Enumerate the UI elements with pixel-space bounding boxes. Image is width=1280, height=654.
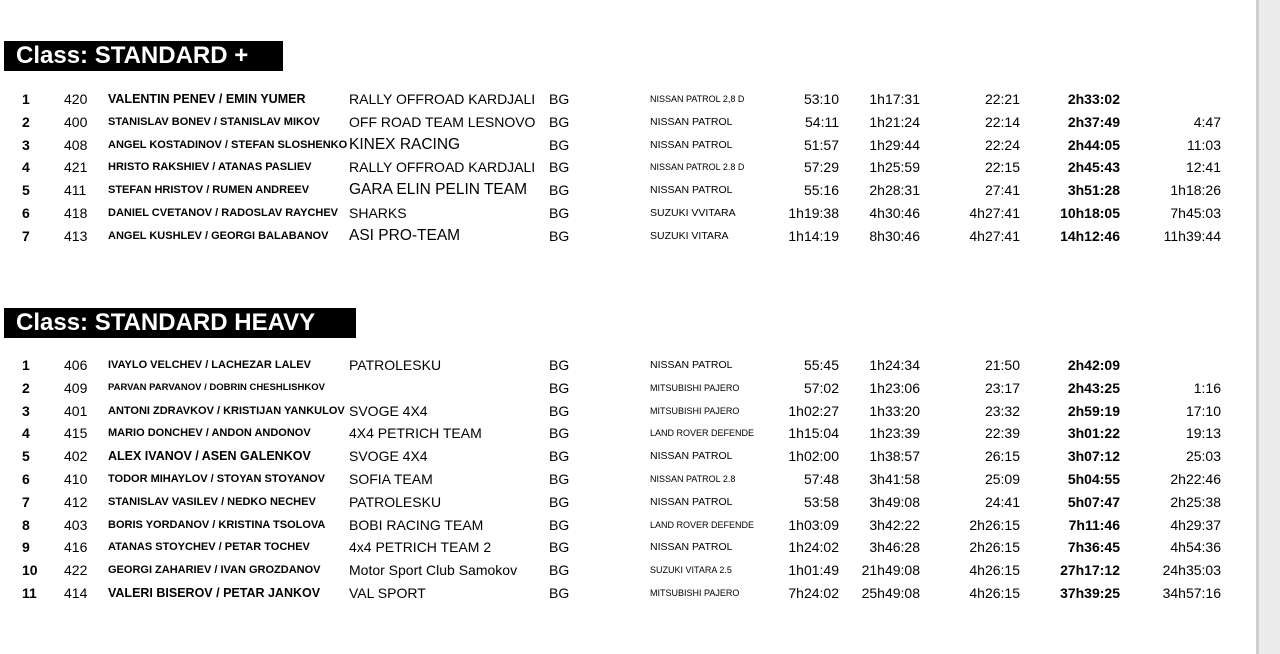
stage-time-3: 2h26:15 [969,539,1020,556]
team-name: SHARKS [349,204,407,221]
team-name: RALLY OFFROAD KARDJALI [349,159,536,176]
team-name: SVOGE 4X4 [349,402,428,419]
car-number: 420 [64,91,88,107]
team-name: SOFIA TEAM [349,470,433,487]
time-gap: 4h29:37 [1170,516,1221,533]
crew-names: ALEX IVANOV / ASEN GALENKOV [108,449,311,464]
team-name: RALLY OFFROAD KARDJALI [349,91,536,107]
position: 6 [22,470,30,487]
table-row [0,559,1260,582]
car-model: MITSUBISHI PAJERO [650,382,740,393]
position: 4 [22,425,30,442]
table-row [0,491,1260,514]
team-name: Motor Sport Club Samokov [349,562,518,579]
position: 6 [22,204,30,221]
time-gap: 19:13 [1185,425,1221,442]
car-number: 403 [64,516,88,533]
total-time: 2h44:05 [1067,136,1120,153]
stage-time-2: 1h21:24 [869,113,920,130]
car-number: 400 [64,113,88,130]
stage-time-1: 1h03:09 [788,516,839,533]
nationality: BG [549,584,570,601]
stage-time-3: 22:39 [984,425,1020,442]
stage-time-3: 22:14 [984,113,1020,130]
stage-time-3: 23:32 [984,402,1020,419]
table-row [0,377,1260,400]
car-number: 410 [64,470,88,487]
stage-time-3: 22:15 [984,159,1020,176]
table-row [0,156,1260,179]
table-row [0,400,1260,423]
car-number: 421 [64,159,88,176]
crew-names: MARIO DONCHEV / ANDON ANDONOV [108,427,311,440]
total-time: 3h07:12 [1067,448,1120,465]
total-time: 2h59:19 [1067,402,1120,419]
nationality: BG [549,182,570,199]
car-model: NISSAN PATROL [650,541,733,554]
team-name: PATROLESKU [349,493,442,510]
total-time: 5h07:47 [1067,493,1120,510]
crew-names: ANTONI ZDRAVKOV / KRISTIJAN YANKULOV [108,404,345,417]
position: 5 [22,182,30,199]
car-number: 402 [64,448,88,465]
time-gap: 2h22:46 [1170,470,1221,487]
crew-names: ANGEL KOSTADINOV / STEFAN SLOSHENKO [108,138,348,151]
car-model: SUZUKI VITARA 2.5 [650,565,732,576]
position: 2 [22,379,30,396]
time-gap: 7h45:03 [1170,204,1221,221]
position: 7 [22,493,30,510]
position: 8 [22,516,30,533]
crew-names: IVAYLO VELCHEV / LACHEZAR LALEV [108,359,311,371]
crew-names: ATANAS STOYCHEV / PETAR TOCHEV [108,541,310,554]
crew-names: STANISLAV BONEV / STANISLAV MIKOV [108,115,320,128]
stage-time-3: 27:41 [984,182,1020,199]
results-table-standard-plus [0,88,1260,248]
position: 1 [22,91,30,107]
position: 3 [22,136,30,153]
table-row [0,582,1260,605]
total-time: 3h51:28 [1067,182,1120,199]
stage-time-3: 25:09 [984,470,1020,487]
total-time: 37h39:25 [1060,584,1120,601]
total-time: 3h01:22 [1067,425,1120,442]
car-model: NISSAN PATROL [650,184,733,197]
team-name: PATROLESKU [349,357,442,373]
position: 1 [22,357,30,373]
stage-time-1: 7h24:02 [788,584,839,601]
time-gap: 2h25:38 [1170,493,1221,510]
nationality: BG [549,136,570,153]
team-name: 4x4 PETRICH TEAM 2 [349,539,492,556]
table-row [0,179,1260,202]
total-time: 2h33:02 [1067,91,1120,107]
time-gap: 1:16 [1193,379,1221,396]
stage-time-3: 22:21 [984,91,1020,107]
stage-time-1: 51:57 [803,136,839,153]
stage-time-2: 3h46:28 [869,539,920,556]
car-number: 418 [64,204,88,221]
time-gap: 4:47 [1193,113,1221,130]
crew-names: HRISTO RAKSHIEV / ATANAS PASLIEV [108,161,312,174]
time-gap: 24h35:03 [1162,562,1221,579]
stage-time-1: 1h14:19 [788,227,839,244]
car-number: 413 [64,227,88,244]
results-table-standard-heavy [0,354,1260,605]
stage-time-3: 21:50 [984,357,1020,373]
nationality: BG [549,448,570,465]
crew-names: STANISLAV VASILEV / NEDKO NECHEV [108,495,316,508]
stage-time-2: 25h49:08 [861,584,920,601]
nationality: BG [549,470,570,487]
stage-time-3: 4h27:41 [969,204,1020,221]
car-model: SUZUKI VITARA [650,229,729,242]
team-name: 4X4 PETRICH TEAM [349,425,482,442]
car-model: LAND ROVER DEFENDE [650,519,755,530]
car-number: 408 [64,136,88,153]
crew-names: GEORGI ZAHARIEV / IVAN GROZDANOV [108,564,321,577]
table-row [0,445,1260,468]
stage-time-1: 1h19:38 [788,204,839,221]
time-gap: 34h57:16 [1162,584,1221,601]
car-model: MITSUBISHI PAJERO [650,405,740,416]
table-row [0,202,1260,225]
stage-time-2: 1h23:39 [869,425,920,442]
stage-time-2: 3h41:58 [869,470,920,487]
stage-time-1: 1h24:02 [788,539,839,556]
team-name: ASI PRO-TEAM [349,226,461,244]
stage-time-3: 4h27:41 [969,227,1020,244]
stage-time-3: 4h26:15 [969,584,1020,601]
car-model: NISSAN PATROL 2.8 [650,473,736,484]
stage-time-2: 3h42:22 [869,516,920,533]
nationality: BG [549,357,570,373]
stage-time-2: 2h28:31 [869,182,920,199]
table-row [0,225,1260,248]
team-name: BOBI RACING TEAM [349,516,484,533]
crew-names: ANGEL KUSHLEV / GEORGI BALABANOV [108,229,329,242]
time-gap: 11:03 [1187,136,1221,153]
table-row [0,111,1260,134]
total-time: 7h11:46 [1068,516,1120,533]
nationality: BG [549,493,570,510]
table-row [0,88,1260,111]
car-model: LAND ROVER DEFENDE [650,428,755,439]
time-gap: 12:41 [1185,159,1221,176]
stage-time-2: 8h30:46 [869,227,920,244]
table-row [0,134,1260,157]
car-model: MITSUBISHI PAJERO [650,587,740,598]
car-number: 412 [64,493,88,510]
total-time: 27h17:12 [1060,562,1120,579]
stage-time-3: 26:15 [984,448,1020,465]
stage-time-2: 1h25:59 [869,159,920,176]
stage-time-1: 1h02:00 [788,448,839,465]
time-gap: 1h18:26 [1170,182,1221,199]
time-gap: 11h39:44 [1163,227,1221,244]
car-number: 406 [64,357,88,373]
stage-time-1: 55:16 [803,182,839,199]
table-row [0,536,1260,559]
total-time: 2h42:09 [1067,357,1120,373]
team-name: VAL SPORT [349,584,426,601]
stage-time-2: 1h33:20 [869,402,920,419]
nationality: BG [549,204,570,221]
stage-time-3: 4h26:15 [969,562,1020,579]
nationality: BG [549,425,570,442]
table-row [0,468,1260,491]
nationality: BG [549,562,570,579]
stage-time-1: 1h02:27 [788,402,839,419]
stage-time-2: 21h49:08 [861,562,920,579]
position: 5 [22,448,30,465]
car-model: NISSAN PATROL [650,495,733,508]
total-time: 14h12:46 [1060,227,1120,244]
crew-names: BORIS YORDANOV / KRISTINA TSOLOVA [108,518,326,531]
stage-time-1: 1h15:04 [788,425,839,442]
position: 4 [22,159,30,176]
table-row [0,422,1260,445]
nationality: BG [549,227,570,244]
crew-names: PARVAN PARVANOV / DOBRIN CHESHLISHKOV [108,381,325,393]
position: 10 [22,562,38,579]
nationality: BG [549,113,570,130]
class-header-standard-heavy: Class: STANDARD HEAVY [4,308,356,338]
stage-time-3: 2h26:15 [969,516,1020,533]
stage-time-2: 1h29:44 [869,136,920,153]
car-model: NISSAN PATROL 2.8 D [650,162,745,173]
team-name: OFF ROAD TEAM LESNOVO [349,113,536,130]
nationality: BG [549,379,570,396]
car-model: NISSAN PATROL [650,138,733,151]
car-number: 415 [64,425,88,442]
position: 2 [22,113,30,130]
stage-time-2: 3h49:08 [869,493,920,510]
crew-names: VALENTIN PENEV / EMIN YUMER [108,92,306,106]
total-time: 10h18:05 [1060,204,1120,221]
car-model: NISSAN PATROL [650,115,733,128]
stage-time-1: 57:29 [803,159,839,176]
total-time: 2h37:49 [1067,113,1120,130]
nationality: BG [549,516,570,533]
stage-time-3: 23:17 [984,379,1020,396]
position: 3 [22,402,30,419]
car-number: 411 [64,182,87,199]
stage-time-3: 24:41 [984,493,1020,510]
car-number: 414 [64,584,88,601]
stage-time-1: 53:10 [803,91,839,107]
total-time: 5h04:55 [1067,470,1120,487]
time-gap: 25:03 [1185,448,1221,465]
stage-time-1: 57:48 [803,470,839,487]
car-number: 422 [64,562,88,579]
time-gap: 4h54:36 [1170,539,1221,556]
position: 7 [22,227,30,244]
nationality: BG [549,402,570,419]
time-gap: 17:10 [1185,402,1221,419]
car-model: SUZUKI VVITARA [650,206,736,219]
position: 11 [22,584,37,601]
class-header-standard-plus: Class: STANDARD + [4,41,283,71]
stage-time-1: 1h01:49 [788,562,839,579]
car-number: 401 [64,402,88,419]
team-name: SVOGE 4X4 [349,448,428,465]
car-model: NISSAN PATROL [650,359,733,371]
stage-time-1: 55:45 [803,357,839,373]
car-number: 416 [64,539,88,556]
crew-names: STEFAN HRISTOV / RUMEN ANDREEV [108,184,310,197]
table-row [0,354,1260,377]
nationality: BG [549,539,570,556]
car-number: 409 [64,379,88,396]
team-name: KINEX RACING [349,135,461,153]
team-name: GARA ELIN PELIN TEAM [349,181,528,199]
position: 9 [22,539,30,556]
total-time: 2h43:25 [1067,379,1120,396]
stage-time-2: 1h23:06 [869,379,920,396]
stage-time-3: 22:24 [984,136,1020,153]
car-model: NISSAN PATROL [650,450,733,463]
nationality: BG [549,159,570,176]
table-row [0,514,1260,537]
total-time: 7h36:45 [1067,539,1120,556]
stage-time-2: 1h17:31 [869,91,920,107]
stage-time-1: 54:11 [805,113,839,130]
car-model: NISSAN PATROL 2,8 D [650,94,745,104]
stage-time-1: 53:58 [803,493,839,510]
crew-names: TODOR MIHAYLOV / STOYAN STOYANOV [108,472,325,485]
nationality: BG [549,91,570,107]
total-time: 2h45:43 [1067,159,1120,176]
stage-time-2: 4h30:46 [869,204,920,221]
stage-time-2: 1h24:34 [869,357,920,373]
crew-names: VALERI BISEROV / PETAR JANKOV [108,585,321,600]
crew-names: DANIEL CVETANOV / RADOSLAV RAYCHEV [108,206,339,219]
stage-time-2: 1h38:57 [869,448,920,465]
stage-time-1: 57:02 [803,379,839,396]
